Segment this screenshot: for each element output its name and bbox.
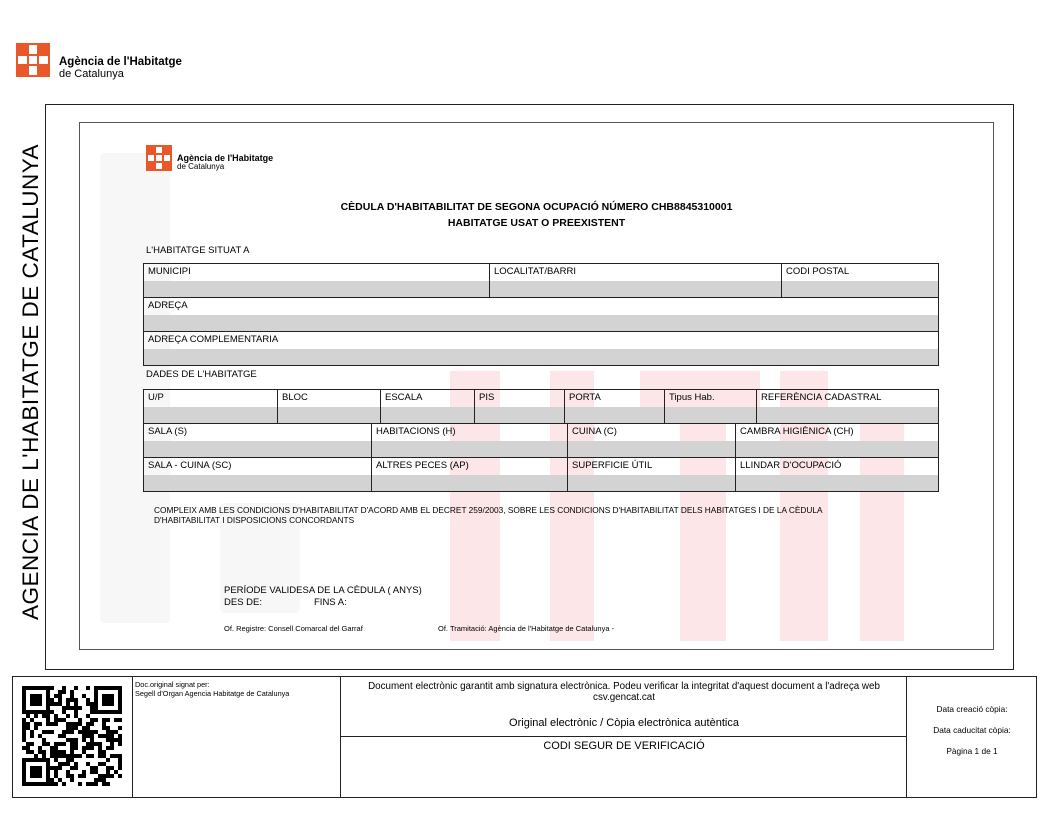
csv-label: CODI SEGUR DE VERIFICACIÓ	[543, 740, 705, 752]
verification-text	[341, 681, 907, 703]
location-table	[143, 263, 939, 366]
codi-postal-field	[782, 264, 939, 298]
validity-from: DES DE:	[224, 597, 263, 608]
escala-value	[381, 407, 474, 423]
municipi-field	[144, 264, 490, 298]
footer	[12, 676, 1037, 798]
expiry-date-label: Data caducitat còpia:	[933, 725, 1011, 735]
escala-field	[381, 390, 475, 424]
qr-finder	[94, 686, 122, 714]
signed-by-cell	[133, 677, 341, 797]
municipi-label: MUNICIPI	[148, 266, 191, 277]
codi-postal-value	[782, 281, 938, 297]
signed-by-value: Segell d'Organ Agencia Habitatge de Catalunya	[135, 689, 290, 698]
verification-cell	[341, 677, 907, 797]
sala-value	[144, 441, 371, 457]
cuina-value	[568, 441, 735, 457]
cambra-higienica-value	[736, 441, 938, 457]
signed-by-label: Doc.original signat per:	[135, 680, 210, 689]
header-logo	[16, 43, 216, 81]
validity-period: PERÍODE VALIDESA DE LA CÈDULA ( ANYS)	[224, 585, 422, 596]
section-location-label: L'HABITATGE SITUAT A	[146, 245, 250, 256]
tipus-hab-value	[665, 407, 756, 423]
creation-date-label: Data creació còpia:	[936, 704, 1008, 714]
altres-peces-value	[372, 475, 567, 491]
compliance-text-line1: COMPLEIX AMB LES CONDICIONS D'HABITABILITAT D'ACORD AMB EL DECRET 259/2003, SOBRE LES CONDICIONS D'HABITABILITAT DELS HABITATGES I DE LA CÈDULA	[154, 505, 823, 515]
cambra-higienica-field	[736, 424, 939, 458]
adreca-complementaria-label: ADREÇA COMPLEMENTARIA	[148, 334, 279, 345]
localitat-value	[490, 281, 781, 297]
certificate-logo-subname: de Catalunya	[177, 162, 225, 171]
qr-code-icon	[22, 686, 122, 786]
dwelling-id-table	[143, 389, 939, 424]
adreca-value	[144, 315, 938, 331]
rooms-table	[143, 423, 939, 492]
qr-finder	[22, 686, 50, 714]
habitacions-label: HABITACIONS (H)	[376, 426, 456, 437]
agency-logo-icon	[146, 145, 172, 171]
sala-field	[144, 424, 372, 458]
certificate-frame	[45, 104, 1014, 670]
habitacions-value	[372, 441, 567, 457]
escala-label: ESCALA	[385, 392, 423, 403]
llindar-ocupacio-label: LLINDAR D'OCUPACIÓ	[740, 460, 842, 471]
processing-office: Of. Tramitació: Agència de l'Habitatge de Catalunya -	[438, 624, 615, 633]
cambra-higienica-label: CAMBRA HIGIÈNICA (CH)	[740, 426, 854, 437]
bloc-field	[278, 390, 381, 424]
validity-to: FINS A:	[314, 597, 347, 608]
municipi-value	[144, 281, 489, 297]
agency-logo-icon	[16, 43, 50, 77]
altres-peces-label: ALTRES PECES (AP)	[376, 460, 469, 471]
sala-cuina-label: SALA - CUINA (SC)	[148, 460, 232, 471]
superficie-util-label: SUPERFICIE ÚTIL	[572, 460, 653, 471]
adreca-complementaria-value	[144, 349, 938, 365]
localitat-label: LOCALITAT/BARRI	[494, 266, 576, 277]
copy-type: Original electrònic / Còpia electrònica autèntica	[509, 717, 739, 729]
registry-office: Of. Registre: Consell Comarcal del Garraf	[224, 624, 363, 633]
superficie-util-field	[568, 458, 736, 492]
certificate-subtitle: HABITATGE USAT O PREEXISTENT	[447, 217, 626, 229]
qr-cell	[13, 677, 133, 797]
pis-label: PIS	[479, 392, 495, 403]
tipus-hab-field	[665, 390, 757, 424]
certificate-title: CÈDULA D'HABITABILITAT DE SEGONA OCUPACIÓ NÚMERO CHB8845310001	[340, 201, 733, 213]
llindar-ocupacio-field	[736, 458, 939, 492]
porta-label: PORTA	[569, 392, 601, 403]
cuina-field	[568, 424, 736, 458]
verification-url: csv.gencat.cat	[593, 692, 655, 703]
header-org-name: Agència de l'Habitatge	[59, 56, 182, 68]
verification-text-line1: Document electrònic garantit amb signatura electrònica. Podeu verificar la integritat d'aquest document a l'adreça web	[368, 681, 880, 692]
compliance-text-line2: D'HABITABILITAT I DISPOSICIONS CONCORDANTS	[154, 515, 355, 525]
localitat-field	[490, 264, 782, 298]
cuina-label: CUINA (C)	[572, 426, 617, 437]
certificate-logo-name: Agència de l'Habitatge	[177, 153, 274, 163]
adreca-complementaria-field	[144, 332, 939, 366]
section-dades-label: DADES DE L'HABITATGE	[146, 369, 257, 380]
pis-value	[475, 407, 564, 423]
certificate-sheet	[79, 122, 994, 650]
habitacions-field	[372, 424, 568, 458]
side-title: AGENCIA DE L'HABITATGE DE CATALUNYA	[18, 143, 43, 620]
qr-finder	[22, 758, 50, 786]
header-org-subname: de Catalunya	[59, 68, 124, 80]
bloc-value	[278, 407, 380, 423]
porta-value	[565, 407, 664, 423]
superficie-util-value	[568, 475, 735, 491]
llindar-ocupacio-value	[736, 475, 938, 491]
sala-cuina-value	[144, 475, 371, 491]
codi-postal-label: CODI POSTAL	[786, 266, 850, 277]
pis-field	[475, 390, 565, 424]
referencia-cadastral-value	[757, 407, 938, 423]
referencia-cadastral-field	[757, 390, 939, 424]
adreca-field	[144, 298, 939, 332]
page-number: Pàgina 1 de 1	[946, 746, 998, 756]
referencia-cadastral-label: REFERÈNCIA CADASTRAL	[761, 392, 882, 403]
dates-cell	[907, 677, 1037, 797]
altres-peces-field	[372, 458, 568, 492]
porta-field	[565, 390, 665, 424]
bloc-label: BLOC	[282, 392, 308, 403]
adreca-label: ADREÇA	[148, 300, 188, 311]
sala-cuina-field	[144, 458, 372, 492]
up-value	[144, 407, 277, 423]
verification-divider	[341, 736, 907, 737]
sala-label: SALA (S)	[148, 426, 188, 437]
tipus-hab-label: Tipus Hab.	[669, 392, 715, 403]
up-field	[144, 390, 278, 424]
up-label: U/P	[148, 392, 164, 403]
